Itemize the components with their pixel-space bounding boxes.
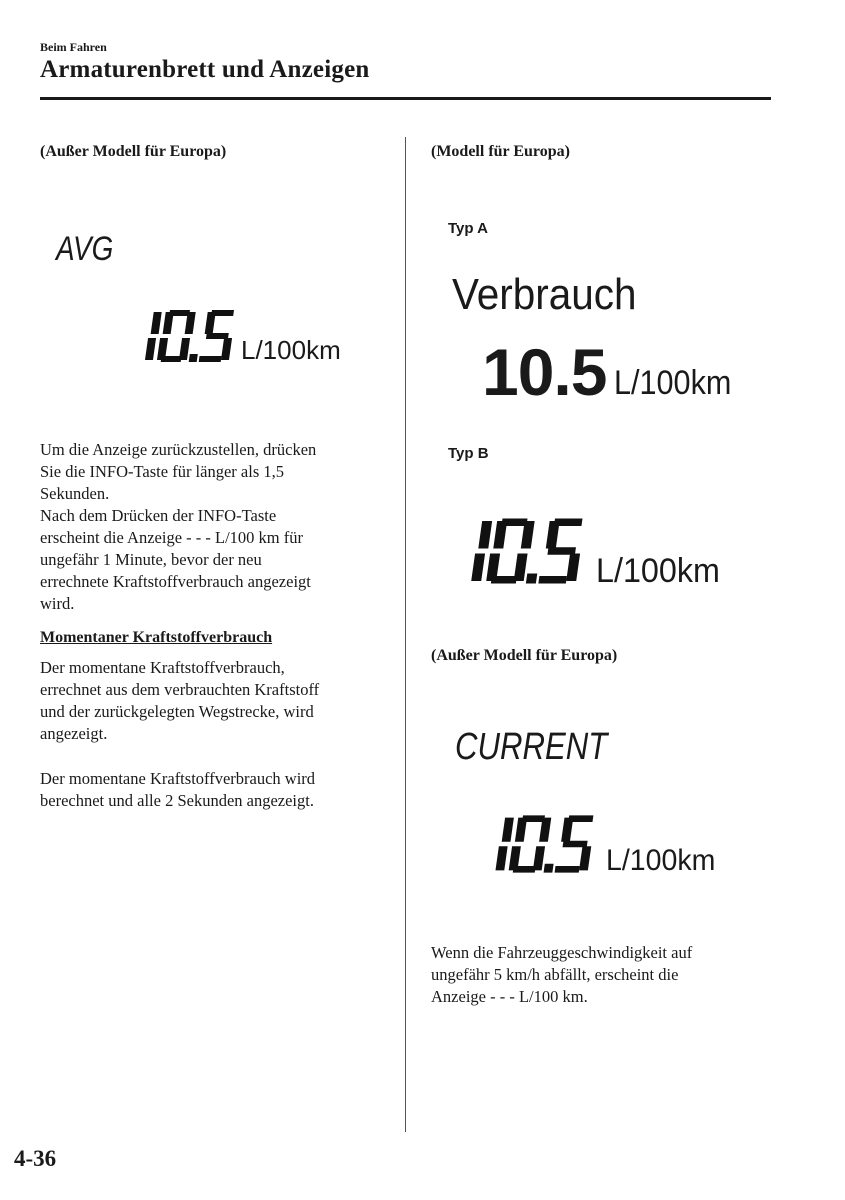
text-line: angezeigt. xyxy=(40,724,108,743)
current-label: CURRENT xyxy=(455,726,608,768)
text-line: Der momentane Kraftstoffverbrauch, xyxy=(40,658,285,677)
right-heading: (Modell für Europa) xyxy=(431,143,570,160)
text-line: ungefähr 1 Minute, bevor der neu xyxy=(40,550,262,569)
text-line: Um die Anzeige zurückzustellen, drücken xyxy=(40,440,317,459)
avg-label: AVG xyxy=(56,230,114,268)
text-line: Anzeige - - - L/100 km. xyxy=(431,987,588,1006)
text-line: Sie die INFO-Taste für länger als 1,5 xyxy=(40,462,284,481)
momentary-paragraph xyxy=(40,657,400,745)
avg-unit: L/100km xyxy=(241,335,341,365)
page-number: 4-36 xyxy=(14,1146,57,1171)
text-line: wird. xyxy=(40,594,75,613)
section-label: Beim Fahren xyxy=(40,40,107,54)
current-value-digits xyxy=(490,815,600,873)
text-line: Der momentane Kraftstoffverbrauch wird xyxy=(40,769,316,788)
typ-a-unit: L/100km xyxy=(614,364,732,402)
text-line: errechnete Kraftstoffverbrauch angezeigt xyxy=(40,572,311,591)
typ-a-label: Typ A xyxy=(448,220,488,237)
avg-value-digits xyxy=(140,310,240,362)
title-rule xyxy=(40,97,771,100)
text-line: ungefähr 5 km/h abfällt, erscheint die xyxy=(431,965,679,984)
text-line: erscheint die Anzeige - - - L/100 km für xyxy=(40,528,303,547)
typ-b-unit: L/100km xyxy=(596,552,720,590)
text-line: und der zurückgelegten Wegstrecke, wird xyxy=(40,702,314,721)
interval-paragraph xyxy=(40,768,400,812)
text-line: Nach dem Drücken der INFO-Taste xyxy=(40,506,277,525)
column-divider xyxy=(405,137,406,1132)
typ-b-label: Typ B xyxy=(448,445,489,462)
right-heading-2: (Außer Modell für Europa) xyxy=(431,647,618,664)
verbrauch-label: Verbrauch xyxy=(452,270,637,319)
left-heading: (Außer Modell für Europa) xyxy=(40,143,227,160)
typ-b-value-digits xyxy=(465,518,590,584)
current-unit: L/100km xyxy=(606,844,716,877)
typ-a-value: 10.5 xyxy=(482,335,607,409)
text-line: berechnet und alle 2 Sekunden angezeigt. xyxy=(40,791,314,810)
page-title: Armaturenbrett und Anzeigen xyxy=(40,56,370,83)
speed-paragraph xyxy=(431,942,791,1008)
momentary-heading: Momentaner Kraftstoffverbrauch xyxy=(40,629,273,646)
text-line: Sekunden. xyxy=(40,484,110,503)
text-line: Wenn die Fahrzeuggeschwindigkeit auf xyxy=(431,943,693,962)
text-line: errechnet aus dem verbrauchten Kraftstoff xyxy=(40,680,320,699)
reset-paragraph xyxy=(40,439,400,615)
